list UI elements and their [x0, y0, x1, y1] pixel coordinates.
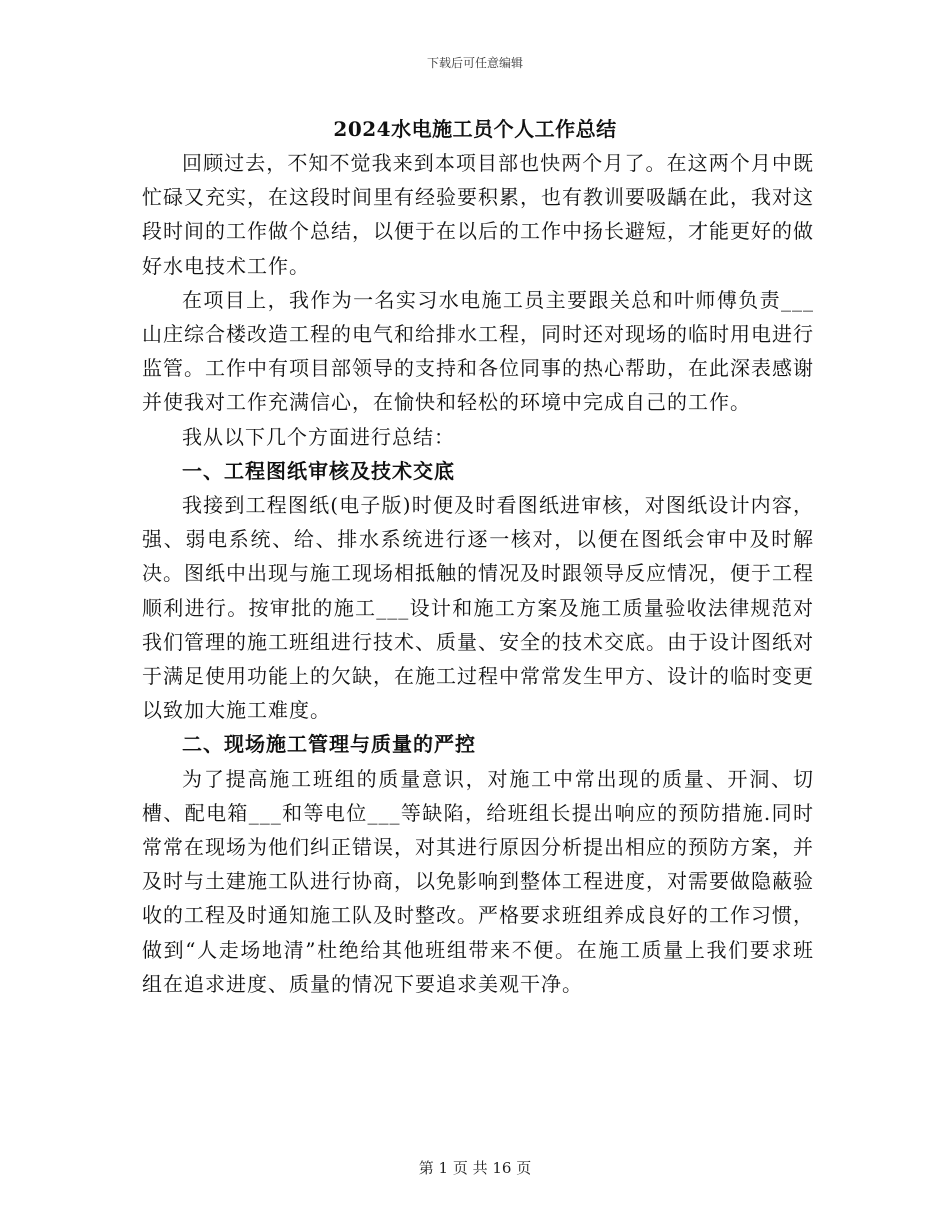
paragraph-summary-intro: 我从以下几个方面进行总结： — [182, 424, 455, 449]
paragraph-project-role: 在项目上，我作为一名实习水电施工员主要跟关总和叶师傅负责___山庄综合楼改造工程的电气和给排水工程，同时还对现场的临时用电进行监管。工作中有项目部领导的支持和各位同事的热心帮助，在此深表感谢并使我对工作充满信心，在愉快和轻松的环境中完成自己的工作。 — [142, 287, 814, 415]
section-body-drawings: 我接到工程图纸(电子版)时便及时看图纸进审核，对图纸设计内容，强、弱电系统、给、排水系统进行逐一核对，以便在图纸会审中及时解决。图纸中出现与施工现场相抵触的情况及时跟领导反应情况，便于工程顺利进行。按审批的施工___设计和施工方案及施工质量验收法律规范对我们管理的施工班组进行技术、质量、安全的技术交底。由于设计图纸对于满足使用功能上的欠缺，在施工过程中常常发生甲方、设计的临时变更以致加大施工难度。 — [142, 493, 814, 723]
section-body-site-management: 为了提高施工班组的质量意识，对施工中常出现的质量、开洞、切槽、配电箱___和等电位___等缺陷，给班组长提出响应的预防措施.同时常常在现场为他们纠正错误，对其进行原因分析提出相应的预防方案，并及时与土建施工队进行协商，以免影响到整体工程进度，对需要做隐蔽验收的工程及时通知施工队及时整改。严格要求班组养成良好的工作习惯，做到“人走场地清”杜绝给其他班组带来不便。在施工质量上我们要求班组在追求进度、质量的情况下要追求美观干净。 — [142, 766, 814, 996]
document-body — [142, 146, 814, 1001]
section-heading-site-management: 二、现场施工管理与质量的严控 — [182, 732, 476, 757]
document-title: 2024水电施工员个人工作总结 — [333, 117, 617, 141]
section-heading-drawings: 一、工程图纸审核及技术交底 — [182, 458, 455, 483]
paragraph-review: 回顾过去，不知不觉我来到本项目部也快两个月了。在这两个月中既忙碌又充实，在这段时间里有经验要积累，也有教训要吸龋在此，我对这段时间的工作做个总结，以便于在以后的工作中扬长避短，才能更好的做好水电技术工作。 — [142, 151, 814, 278]
page-footer: 第 1 页 共 16 页 — [418, 1159, 532, 1177]
header-note: 下载后可任意编辑 — [426, 56, 523, 70]
